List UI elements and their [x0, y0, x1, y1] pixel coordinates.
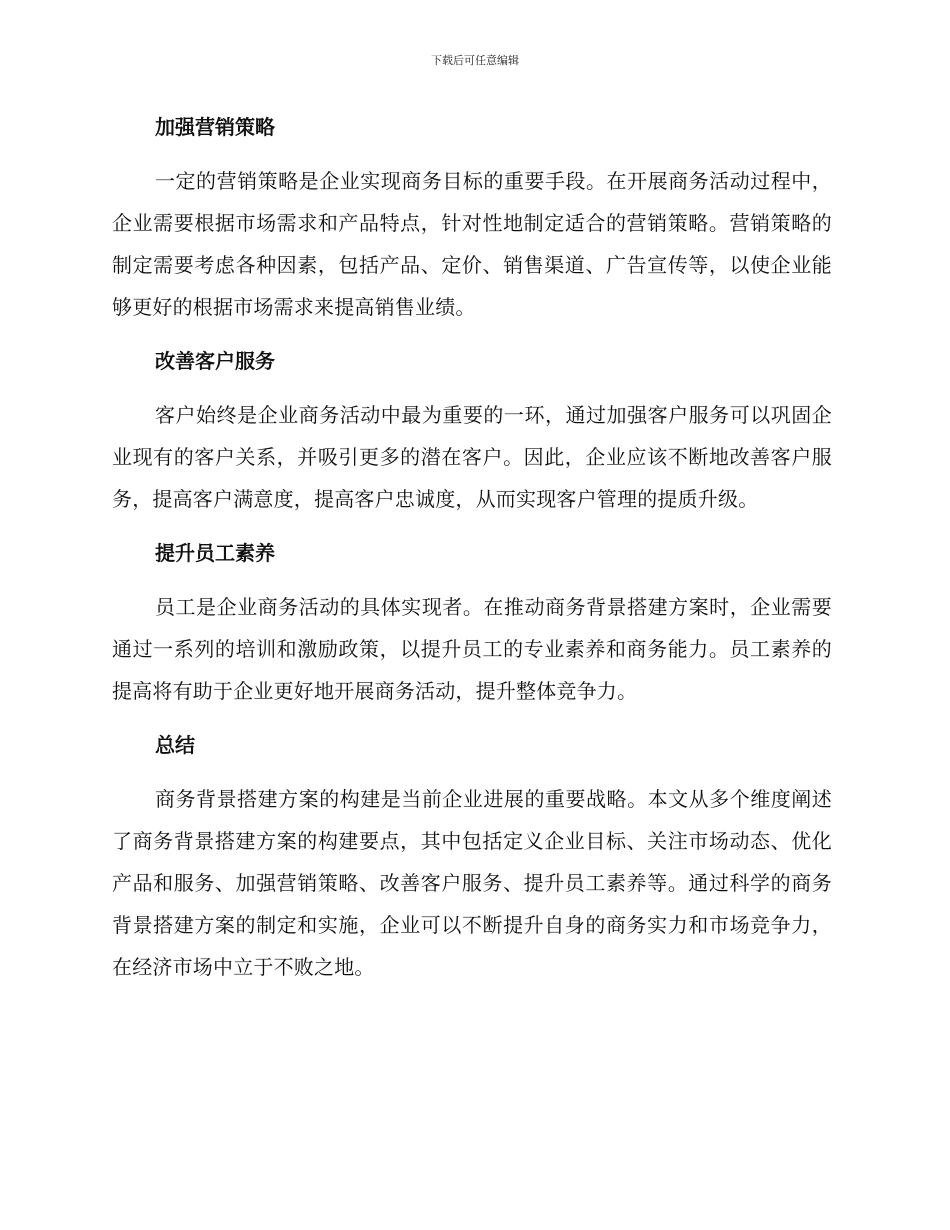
section-paragraph-staff: 员工是企业商务活动的具体实现者。在推动商务背景搭建方案时，企业需要通过一系列的培训和激励政策，以提升员工的专业素养和商务能力。员工素养的提高将有助于企业更好地开展商务活动，提升整体竞争力。	[112, 595, 832, 703]
section-heading-marketing: 加强营销策略	[155, 115, 275, 139]
section-paragraph-summary: 商务背景搭建方案的构建是当前企业进展的重要战略。本文从多个维度阐述了商务背景搭建方案的构建要点，其中包括定义企业目标、关注市场动态、优化产品和服务、加强营销策略、改善客户服务、提升员工素养等。通过科学的商务背景搭建方案的制定和实施，企业可以不断提升自身的商务实力和市场竞争力，在经济市场中立于不败之地。	[112, 787, 832, 979]
page-header: 下载后可任意编辑	[431, 54, 519, 67]
section-paragraph-customer-service: 客户始终是企业商务活动中最为重要的一环，通过加强客户服务可以巩固企业现有的客户关系，并吸引更多的潜在客户。因此，企业应该不断地改善客户服务，提高客户满意度，提高客户忠诚度，从而实现客户管理的提质升级。	[112, 403, 832, 511]
section-paragraph-marketing: 一定的营销策略是企业实现商务目标的重要手段。在开展商务活动过程中，企业需要根据市场需求和产品特点，针对性地制定适合的营销策略。营销策略的制定需要考虑各种因素，包括产品、定价、销售渠道、广告宣传等，以使企业能够更好的根据市场需求来提高销售业绩。	[112, 169, 832, 319]
document-body	[112, 108, 832, 1002]
section-heading-customer-service: 改善客户服务	[155, 349, 275, 373]
section-heading-summary: 总结	[155, 733, 195, 757]
section-heading-staff: 提升员工素养	[155, 541, 275, 565]
